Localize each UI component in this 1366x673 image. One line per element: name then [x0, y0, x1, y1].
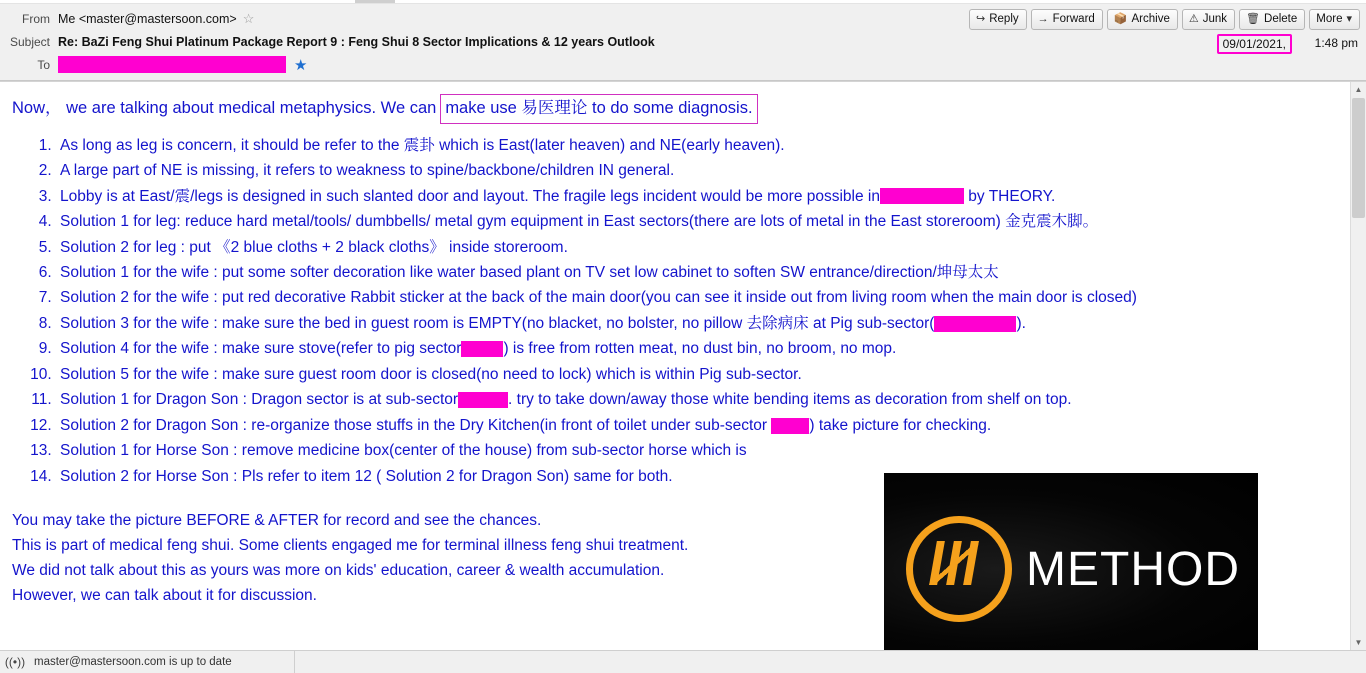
from-label: From [22, 11, 50, 26]
vertical-scrollbar[interactable] [1350, 82, 1366, 650]
list-item-text: Solution 2 for leg : put 《2 blue cloths + 2 black cloths》 inside storeroom. [60, 238, 568, 256]
intro-line [12, 94, 1350, 124]
reply-label: Reply [989, 13, 1019, 25]
broadcast-icon: ((•)) [4, 655, 26, 669]
trash-icon: 🗑 [1246, 13, 1261, 25]
archive-button[interactable] [1107, 9, 1178, 30]
scrollbar-thumb[interactable] [1352, 98, 1365, 218]
subject-value: Re: BaZi Feng Shui Platinum Package Report 9 : Feng Shui 8 Sector Implications & 12 years Outlook [58, 34, 655, 49]
list-item-text: Solution 1 for the wife : put some softer decoration like water based plant on TV set low cabinet to soften SW entrance/direction/坤母太太 [60, 263, 999, 281]
status-bar [0, 650, 1366, 673]
message-body-area [0, 81, 1366, 650]
list-item [56, 210, 1350, 234]
redaction-block [458, 392, 508, 408]
list-item: 12. Solution 2 for Dragon Son : re-organize those stuffs in the Dry Kitchen(in front of toilet under sub-sector ) take picture for checking. [56, 414, 1350, 438]
forward-label: Forward [1052, 13, 1095, 25]
list-item-text: A large part of NE is missing, it refers to weakness to spine/backbone/children IN general. [60, 162, 675, 180]
window-drag-nub [355, 0, 395, 3]
junk-button[interactable] [1182, 9, 1235, 30]
redaction-block [771, 418, 809, 434]
star-icon[interactable]: ☆ [242, 10, 255, 26]
redaction-block [461, 341, 503, 357]
status-divider [294, 651, 295, 673]
list-item-text: Solution 1 for Horse Son : remove medicine box(center of the house) from sub-sector horse which is [60, 442, 747, 460]
redaction-block [934, 316, 1016, 332]
more-label: More [1316, 13, 1343, 25]
closing-line: You may take the picture BEFORE & AFTER for record and see the chances. [12, 512, 542, 530]
subject-row [0, 30, 1366, 53]
to-label: To [37, 57, 50, 72]
forward-button[interactable] [1031, 9, 1103, 30]
list-item: 8. Solution 3 for the wife : make sure the bed in guest room is EMPTY(no blacket, no bolster, no pillow 去除病床 at Pig sub-sector( ). [56, 312, 1350, 336]
message-date: 09/01/2021, [1217, 34, 1292, 54]
reply-icon: ↪ [976, 13, 986, 25]
list-item [56, 363, 1350, 387]
to-address-redacted [58, 56, 286, 73]
list-item [56, 286, 1350, 310]
archive-label: Archive [1131, 13, 1170, 25]
reply-button[interactable] [969, 9, 1027, 30]
star-filled-icon[interactable]: ★ [294, 56, 308, 74]
junk-icon: ⚠ [1188, 13, 1199, 25]
method-brand-overlay [884, 473, 1258, 650]
list-item-text: As long as leg is concern, it should be refer to the 震卦 which is East(later heaven) and NE(early heaven). [60, 136, 785, 154]
message-header [0, 4, 1366, 81]
message-time: 1:48 pm [1314, 36, 1358, 50]
list-item [56, 134, 1350, 158]
closing-line: However, we can talk about it for discussion. [12, 586, 317, 604]
closing-line: This is part of medical feng shui. Some clients engaged me for terminal illness feng shui treatment. [12, 537, 689, 555]
intro-highlight-box: make use 易医理论 to do some diagnosis. [440, 94, 757, 124]
list-item-text: Solution 5 for the wife : make sure guest room door is closed(no need to lock) which is within Pig sub-sector. [60, 365, 802, 383]
intro-text: Now， we are talking about medical metaphysics. We can [12, 99, 437, 117]
closing-line: We did not talk about this as yours was more on kids' education, career & wealth accumulation. [12, 561, 665, 579]
message-toolbar [969, 9, 1360, 30]
list-item-text: Solution 2 for the wife : put red decorative Rabbit sticker at the back of the main door(you can see it inside out from living room when the main door is closed) [60, 289, 1137, 307]
redaction-block [880, 188, 964, 204]
scroll-down-arrow-icon[interactable]: ▼ [1354, 638, 1363, 647]
from-value-wrap [58, 11, 254, 27]
method-logo-icon [906, 516, 1012, 622]
to-row [0, 53, 1366, 76]
method-brand-text: METHOD [1026, 542, 1240, 596]
delete-button[interactable] [1239, 9, 1305, 30]
from-address[interactable]: Me <master@mastersoon.com> [58, 11, 237, 26]
junk-label: Junk [1202, 13, 1228, 25]
list-item [56, 439, 1350, 463]
list-item: 11. Solution 1 for Dragon Son : Dragon sector is at sub-sector . try to take down/away those white bending items as decoration from shelf on top. [56, 388, 1350, 412]
subject-label: Subject [9, 34, 50, 49]
to-value-wrap [58, 56, 307, 74]
archive-icon: 📦 [1113, 13, 1128, 25]
list-item: 3. Lobby is at East/震/legs is designed in such slanted door and layout. The fragile legs incident would be more possible in by THEORY. [56, 185, 1350, 209]
scroll-up-arrow-icon[interactable]: ▲ [1354, 85, 1363, 94]
more-button[interactable] [1309, 9, 1360, 30]
list-item [56, 236, 1350, 260]
delete-label: Delete [1264, 13, 1298, 25]
forward-icon: → [1037, 13, 1049, 25]
list-item-text: Solution 1 for leg: reduce hard metal/tools/ dumbbells/ metal gym equipment in East sectors(there are lots of metal in the East storeroom) 金克震木脚。 [60, 213, 1099, 231]
list-item [56, 261, 1350, 285]
list-item [56, 159, 1350, 183]
list-item: 9. Solution 4 for the wife : make sure stove(refer to pig sector ) is free from rotten meat, no dust bin, no broom, no mop. [56, 337, 1350, 361]
list-item-text: Solution 2 for Horse Son : Pls refer to item 12 ( Solution 2 for Dragon Son) same for both. [60, 467, 673, 485]
status-text: master@mastersoon.com is up to date [34, 656, 232, 668]
chevron-down-icon: ▾ [1346, 13, 1352, 25]
solution-list [10, 134, 1350, 490]
